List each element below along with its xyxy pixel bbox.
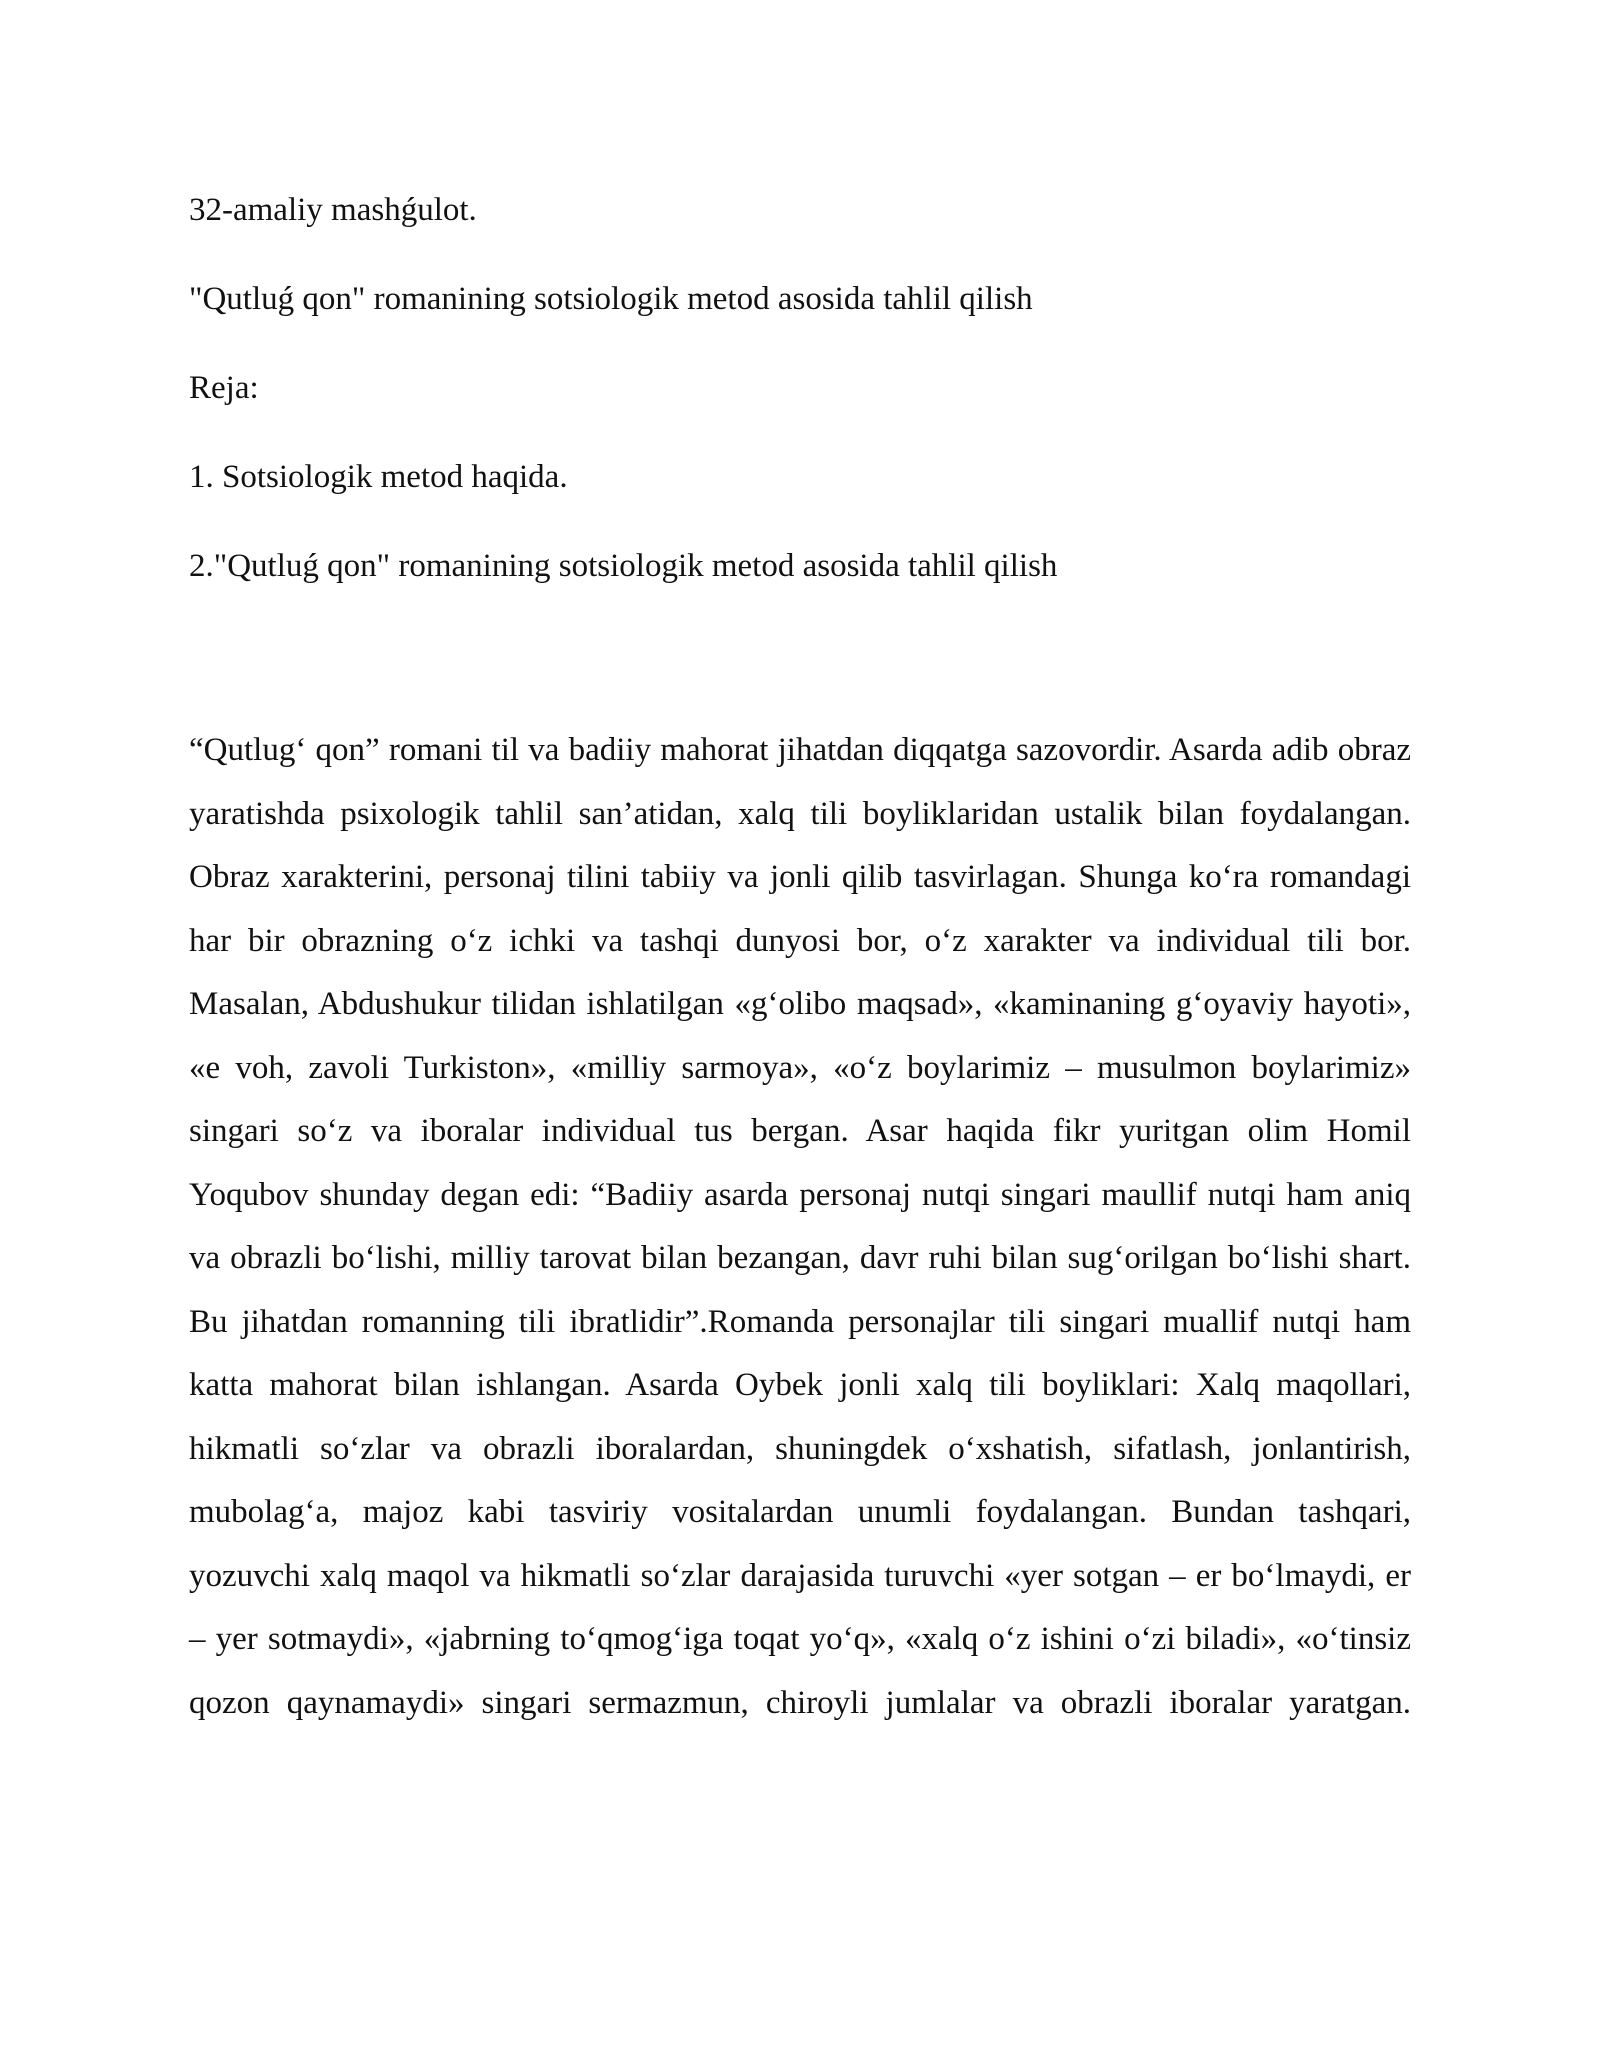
plan-item-1: 1. Sotsiologik metod haqida. (189, 459, 568, 495)
body-paragraph: “Qutlugʻ qon” romani til va badiiy mahorat jihatdan diqqatga sazovordir. Asarda adib obraz yaratishda psixologik tahlil san’atidan, xalq tili boyliklaridan ustalik bilan foydalangan. Obraz xarakterini, personaj tilini tabiiy va jonli qilib tasvirlagan. Shunga koʻra romandagi har bir obrazning oʻz ichki va tashqi dunyosi bor, oʻz xarakter va individual tili bor. Masalan, Abdushukur tilidan ishlatilgan «gʻolibo maqsad», «kaminaning gʻoyaviy hayoti», «e voh, zavoli Turkiston», «milliy sarmoya», «oʻz boylarimiz – musulmon boylarimiz» singari soʻz va iboralar individual tus bergan. Asar haqida fikr yuritgan olim Homil Yoqubov shunday degan edi: “Badiiy asarda personaj nutqi singari maullif nutqi ham aniq va obrazli boʻlishi, milliy tarovat bilan bezangan, davr ruhi bilan sugʻorilgan boʻlishi shart. Bu jihatdan romanning tili ibratlidir”.Romanda personajlar tili singari muallif nutqi ham katta mahorat bilan ishlangan. Asarda Oybek jonli xalq tili boyliklari: Xalq maqollari, hikmatli soʻzlar va obrazli iboralardan, shuningdek oʻxshatish, sifatlash, jonlantirish, mubolagʻa, majoz kabi tasviriy vositalardan unumli foydalangan. Bundan tashqari, yozuvchi xalq maqol va hikmatli soʻzlar darajasida turuvchi «yer sotgan – er boʻlmaydi, er – yer sotmaydi», «jabrning toʻqmogʻiga toqat yoʻq», «xalq oʻz ishini oʻzi biladi», «oʻtinsiz qozon qaynamaydi» singari sermazmun, chiroyli jumlalar va obrazli iboralar yaratgan. (189, 732, 1411, 1721)
document-page (189, 0, 1411, 2070)
plan-label: Reja: (189, 370, 259, 406)
document-subtitle: "Qutluǵ qon" romanining sotsiologik metod asosida tahlil qilish (189, 281, 1033, 317)
plan-item-2: 2."Qutluǵ qon" romanining sotsiologik metod asosida tahlil qilish (189, 548, 1058, 584)
document-title: 32-amaliy mashǵulot. (189, 192, 477, 228)
